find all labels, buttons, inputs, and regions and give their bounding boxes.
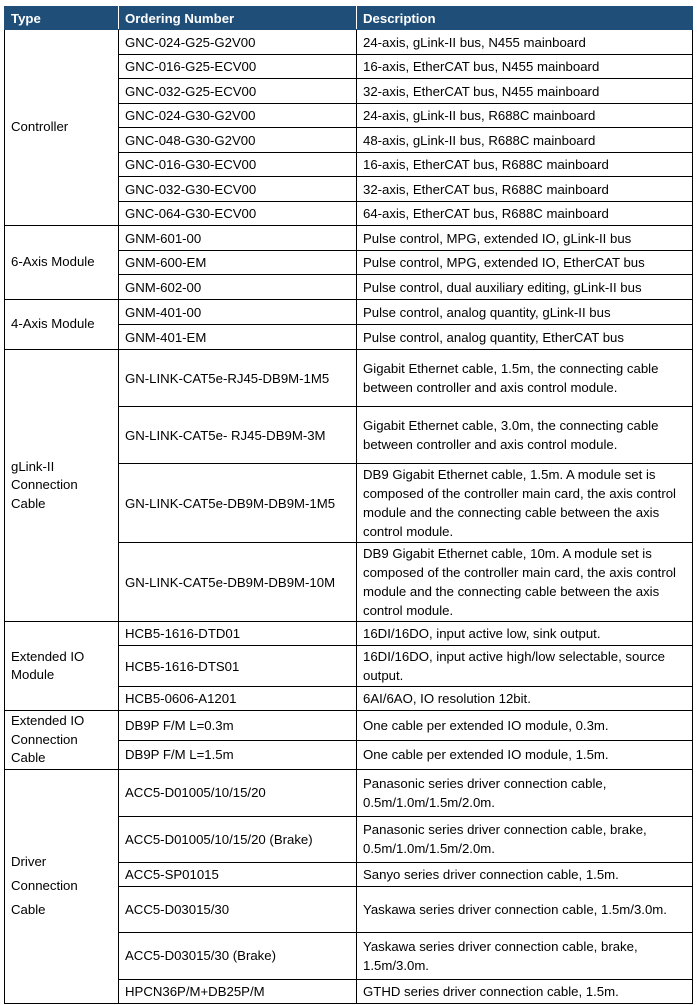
description-cell: Yaskawa series driver connection cable, brake, 1.5m/3.0m. bbox=[357, 932, 693, 979]
ordering-number-cell: GNM-601-00 bbox=[119, 226, 357, 251]
ordering-number-cell: ACC5-SP01015 bbox=[119, 862, 357, 886]
description-cell: Sanyo series driver connection cable, 1.5m. bbox=[357, 862, 693, 886]
header-description: Description bbox=[357, 7, 693, 30]
description-cell: 16DI/16DO, input active low, sink output. bbox=[357, 622, 693, 646]
ordering-number-cell: GNC-016-G25-ECV00 bbox=[119, 55, 357, 79]
table-body bbox=[5, 30, 693, 1004]
type-cell: Controller bbox=[5, 30, 119, 226]
ordering-number-cell: GN-LINK-CAT5e-DB9M-DB9M-10M bbox=[119, 543, 357, 622]
ordering-number-cell: GN-LINK-CAT5e- RJ45-DB9M-3M bbox=[119, 407, 357, 464]
type-cell: gLink-II Connection Cable bbox=[5, 350, 119, 622]
ordering-number-cell: ACC5-D03015/30 bbox=[119, 886, 357, 932]
description-cell: Yaskawa series driver connection cable, 1.5m/3.0m. bbox=[357, 886, 693, 932]
type-cell: Extended IO Module bbox=[5, 622, 119, 711]
ordering-number-cell: GNC-016-G30-ECV00 bbox=[119, 153, 357, 177]
ordering-number-cell: GNC-064-G30-ECV00 bbox=[119, 202, 357, 226]
ordering-number-cell: ACC5-D03015/30 (Brake) bbox=[119, 932, 357, 979]
description-cell: 24-axis, gLink-II bus, R688C mainboard bbox=[357, 104, 693, 128]
description-cell: Panasonic series driver connection cable, brake, 0.5m/1.0m/1.5m/2.0m. bbox=[357, 816, 693, 862]
table-row bbox=[5, 350, 693, 407]
ordering-number-cell: GNM-602-00 bbox=[119, 275, 357, 300]
description-cell: DB9 Gigabit Ethernet cable, 1.5m. A module set is composed of the controller main card, the axis control module and the connecting cable between the axis control module. bbox=[357, 464, 693, 543]
ordering-table bbox=[4, 6, 693, 1004]
ordering-number-cell: HCB5-1616-DTD01 bbox=[119, 622, 357, 646]
ordering-number-cell: HPCN36P/M+DB25P/M bbox=[119, 979, 357, 1003]
header-ordering-number: Ordering Number bbox=[119, 7, 357, 30]
table-row bbox=[5, 300, 693, 325]
type-cell: Extended IO Connection Cable bbox=[5, 711, 119, 770]
description-cell: DB9 Gigabit Ethernet cable, 10m. A module set is composed of the controller main card, the axis control module and the connecting cable between the axis control module. bbox=[357, 543, 693, 622]
description-cell: Pulse control, analog quantity, EtherCAT bus bbox=[357, 325, 693, 350]
description-cell: Pulse control, MPG, extended IO, gLink-II bus bbox=[357, 226, 693, 251]
description-cell: 48-axis, gLink-II bus, R688C mainboard bbox=[357, 128, 693, 153]
ordering-number-cell: GNC-032-G25-ECV00 bbox=[119, 79, 357, 104]
header-type: Type bbox=[5, 7, 119, 30]
description-cell: Panasonic series driver connection cable, 0.5m/1.0m/1.5m/2.0m. bbox=[357, 769, 693, 816]
ordering-number-cell: GNM-600-EM bbox=[119, 251, 357, 275]
description-cell: 6AI/6AO, IO resolution 12bit. bbox=[357, 687, 693, 711]
table-row bbox=[5, 711, 693, 741]
ordering-number-cell: DB9P F/M L=0.3m bbox=[119, 711, 357, 741]
ordering-number-cell: HCB5-0606-A1201 bbox=[119, 687, 357, 711]
type-cell: 6-Axis Module bbox=[5, 226, 119, 300]
ordering-number-cell: GNC-024-G30-G2V00 bbox=[119, 104, 357, 128]
description-cell: Gigabit Ethernet cable, 3.0m, the connecting cable between controller and axis control module. bbox=[357, 407, 693, 464]
description-cell: Pulse control, MPG, extended IO, EtherCAT bus bbox=[357, 251, 693, 275]
table-header bbox=[5, 7, 693, 30]
description-cell: 16-axis, EtherCAT bus, R688C mainboard bbox=[357, 153, 693, 177]
ordering-number-cell: HCB5-1616-DTS01 bbox=[119, 646, 357, 687]
table-row bbox=[5, 226, 693, 251]
ordering-number-cell: GNC-048-G30-G2V00 bbox=[119, 128, 357, 153]
ordering-number-cell: GNC-024-G25-G2V00 bbox=[119, 30, 357, 55]
table-row bbox=[5, 769, 693, 816]
description-cell: Pulse control, analog quantity, gLink-II bus bbox=[357, 300, 693, 325]
description-cell: 16DI/16DO, input active high/low selectable, source output. bbox=[357, 646, 693, 687]
table-row bbox=[5, 622, 693, 646]
ordering-number-cell: ACC5-D01005/10/15/20 bbox=[119, 769, 357, 816]
description-cell: Pulse control, dual auxiliary editing, gLink-II bus bbox=[357, 275, 693, 300]
description-cell: 32-axis, EtherCAT bus, N455 mainboard bbox=[357, 79, 693, 104]
description-cell: 64-axis, EtherCAT bus, R688C mainboard bbox=[357, 202, 693, 226]
description-cell: 32-axis, EtherCAT bus, R688C mainboard bbox=[357, 177, 693, 202]
ordering-number-cell: GNM-401-00 bbox=[119, 300, 357, 325]
ordering-number-cell: DB9P F/M L=1.5m bbox=[119, 740, 357, 769]
description-cell: One cable per extended IO module, 0.3m. bbox=[357, 711, 693, 741]
ordering-number-cell: ACC5-D01005/10/15/20 (Brake) bbox=[119, 816, 357, 862]
table-row bbox=[5, 30, 693, 55]
ordering-number-cell: GNM-401-EM bbox=[119, 325, 357, 350]
description-cell: Gigabit Ethernet cable, 1.5m, the connecting cable between controller and axis control module. bbox=[357, 350, 693, 407]
type-cell: Driver Connection Cable bbox=[5, 769, 119, 1003]
ordering-number-cell: GNC-032-G30-ECV00 bbox=[119, 177, 357, 202]
type-cell: 4-Axis Module bbox=[5, 300, 119, 350]
description-cell: 24-axis, gLink-II bus, N455 mainboard bbox=[357, 30, 693, 55]
description-cell: GTHD series driver connection cable, 1.5m. bbox=[357, 979, 693, 1003]
ordering-number-cell: GN-LINK-CAT5e-DB9M-DB9M-1M5 bbox=[119, 464, 357, 543]
description-cell: One cable per extended IO module, 1.5m. bbox=[357, 740, 693, 769]
ordering-number-cell: GN-LINK-CAT5e-RJ45-DB9M-1M5 bbox=[119, 350, 357, 407]
description-cell: 16-axis, EtherCAT bus, N455 mainboard bbox=[357, 55, 693, 79]
header-row bbox=[5, 7, 693, 30]
